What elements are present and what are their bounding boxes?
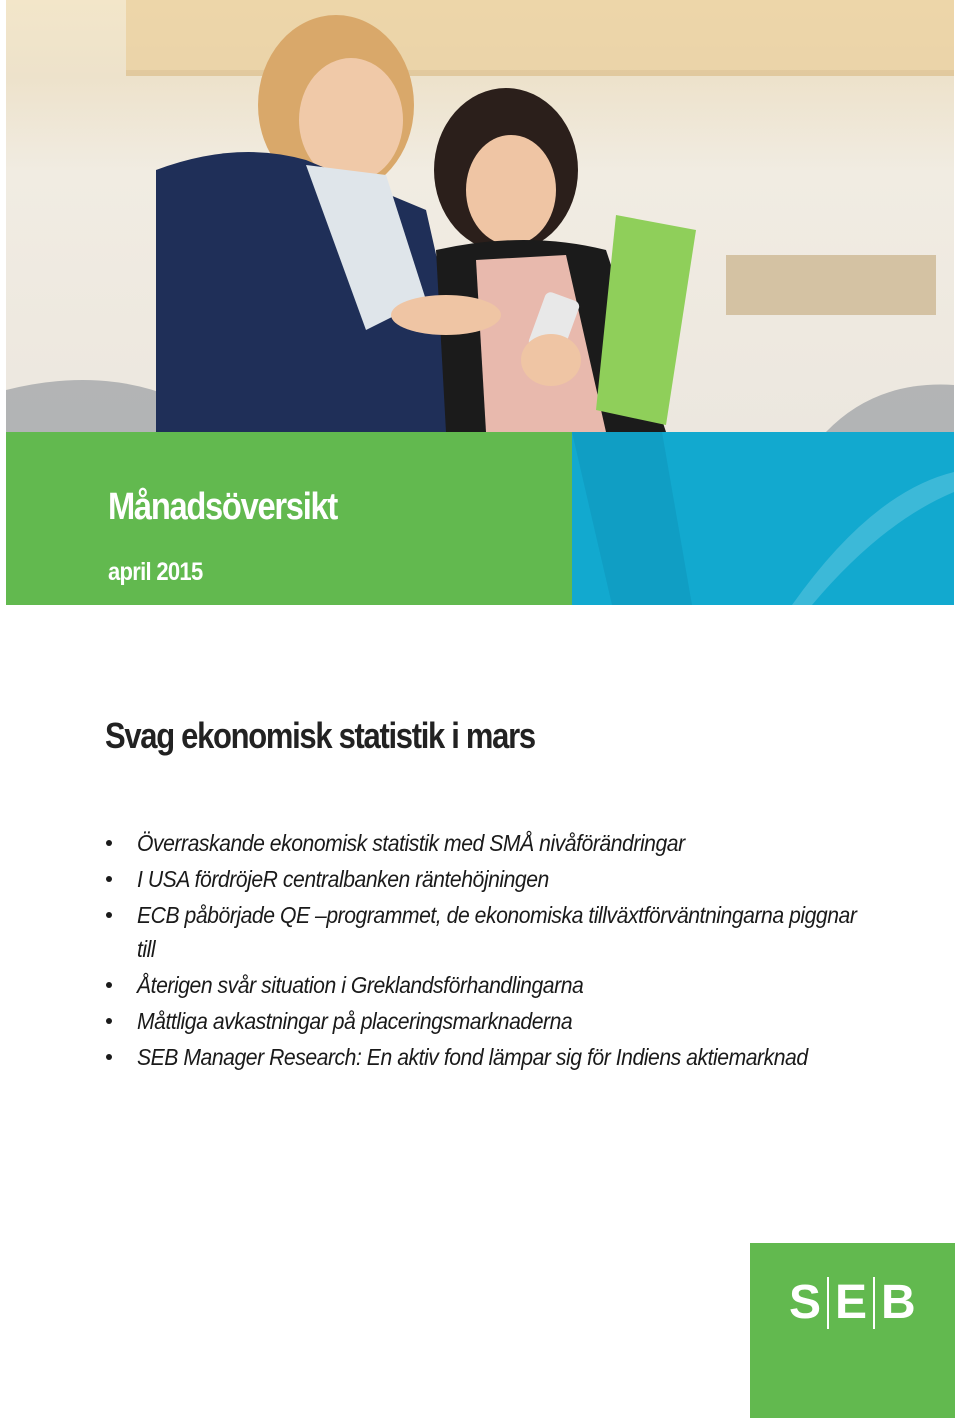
bullet-item (100, 862, 900, 896)
bullet-item (100, 1004, 900, 1038)
seb-logo-text (789, 1277, 916, 1329)
logo-letter-e: E (835, 1276, 868, 1329)
bullet-dot-icon (106, 840, 112, 846)
report-title: Månadsöversikt (108, 486, 337, 528)
bullet-dot-icon (106, 876, 112, 882)
bullet-text: I USA fördröjeR centralbanken räntehöjningen (137, 866, 549, 892)
bullet-text: Måttliga avkastningar på placeringsmarknaderna (137, 1008, 573, 1034)
bullet-item (100, 898, 900, 966)
logo-letter-s: S (789, 1276, 822, 1329)
bullet-text: ECB påbörjade QE –programmet, de ekonomiska tillväxtförväntningarna piggnar till (137, 902, 857, 962)
bullet-dot-icon (106, 912, 112, 918)
cover-photo (6, 0, 954, 432)
cover-photo-illustration (6, 0, 954, 432)
main-headline: Svag ekonomisk statistik i mars (105, 715, 535, 756)
bullet-text: Återigen svår situation i Greklandsförhandlingarna (137, 972, 584, 998)
logo-separator (873, 1277, 875, 1329)
blue-band-overlay (572, 432, 954, 605)
bullet-dot-icon (106, 1054, 112, 1060)
bullet-item (100, 968, 900, 1002)
title-band-blue (572, 432, 954, 605)
bullet-item (100, 826, 900, 860)
summary-bullet-list (100, 826, 900, 1076)
logo-letter-b: B (881, 1276, 916, 1329)
bullet-dot-icon (106, 1018, 112, 1024)
logo-separator (827, 1277, 829, 1329)
bullet-text: SEB Manager Research: En aktiv fond lämpar sig för Indiens aktiemarknad (137, 1044, 808, 1070)
bullet-dot-icon (106, 982, 112, 988)
bullet-item (100, 1040, 900, 1074)
seb-logo (750, 1243, 955, 1418)
bullet-text: Överraskande ekonomisk statistik med SMÅ nivåförändringar (137, 830, 685, 856)
report-date: april 2015 (108, 558, 203, 586)
